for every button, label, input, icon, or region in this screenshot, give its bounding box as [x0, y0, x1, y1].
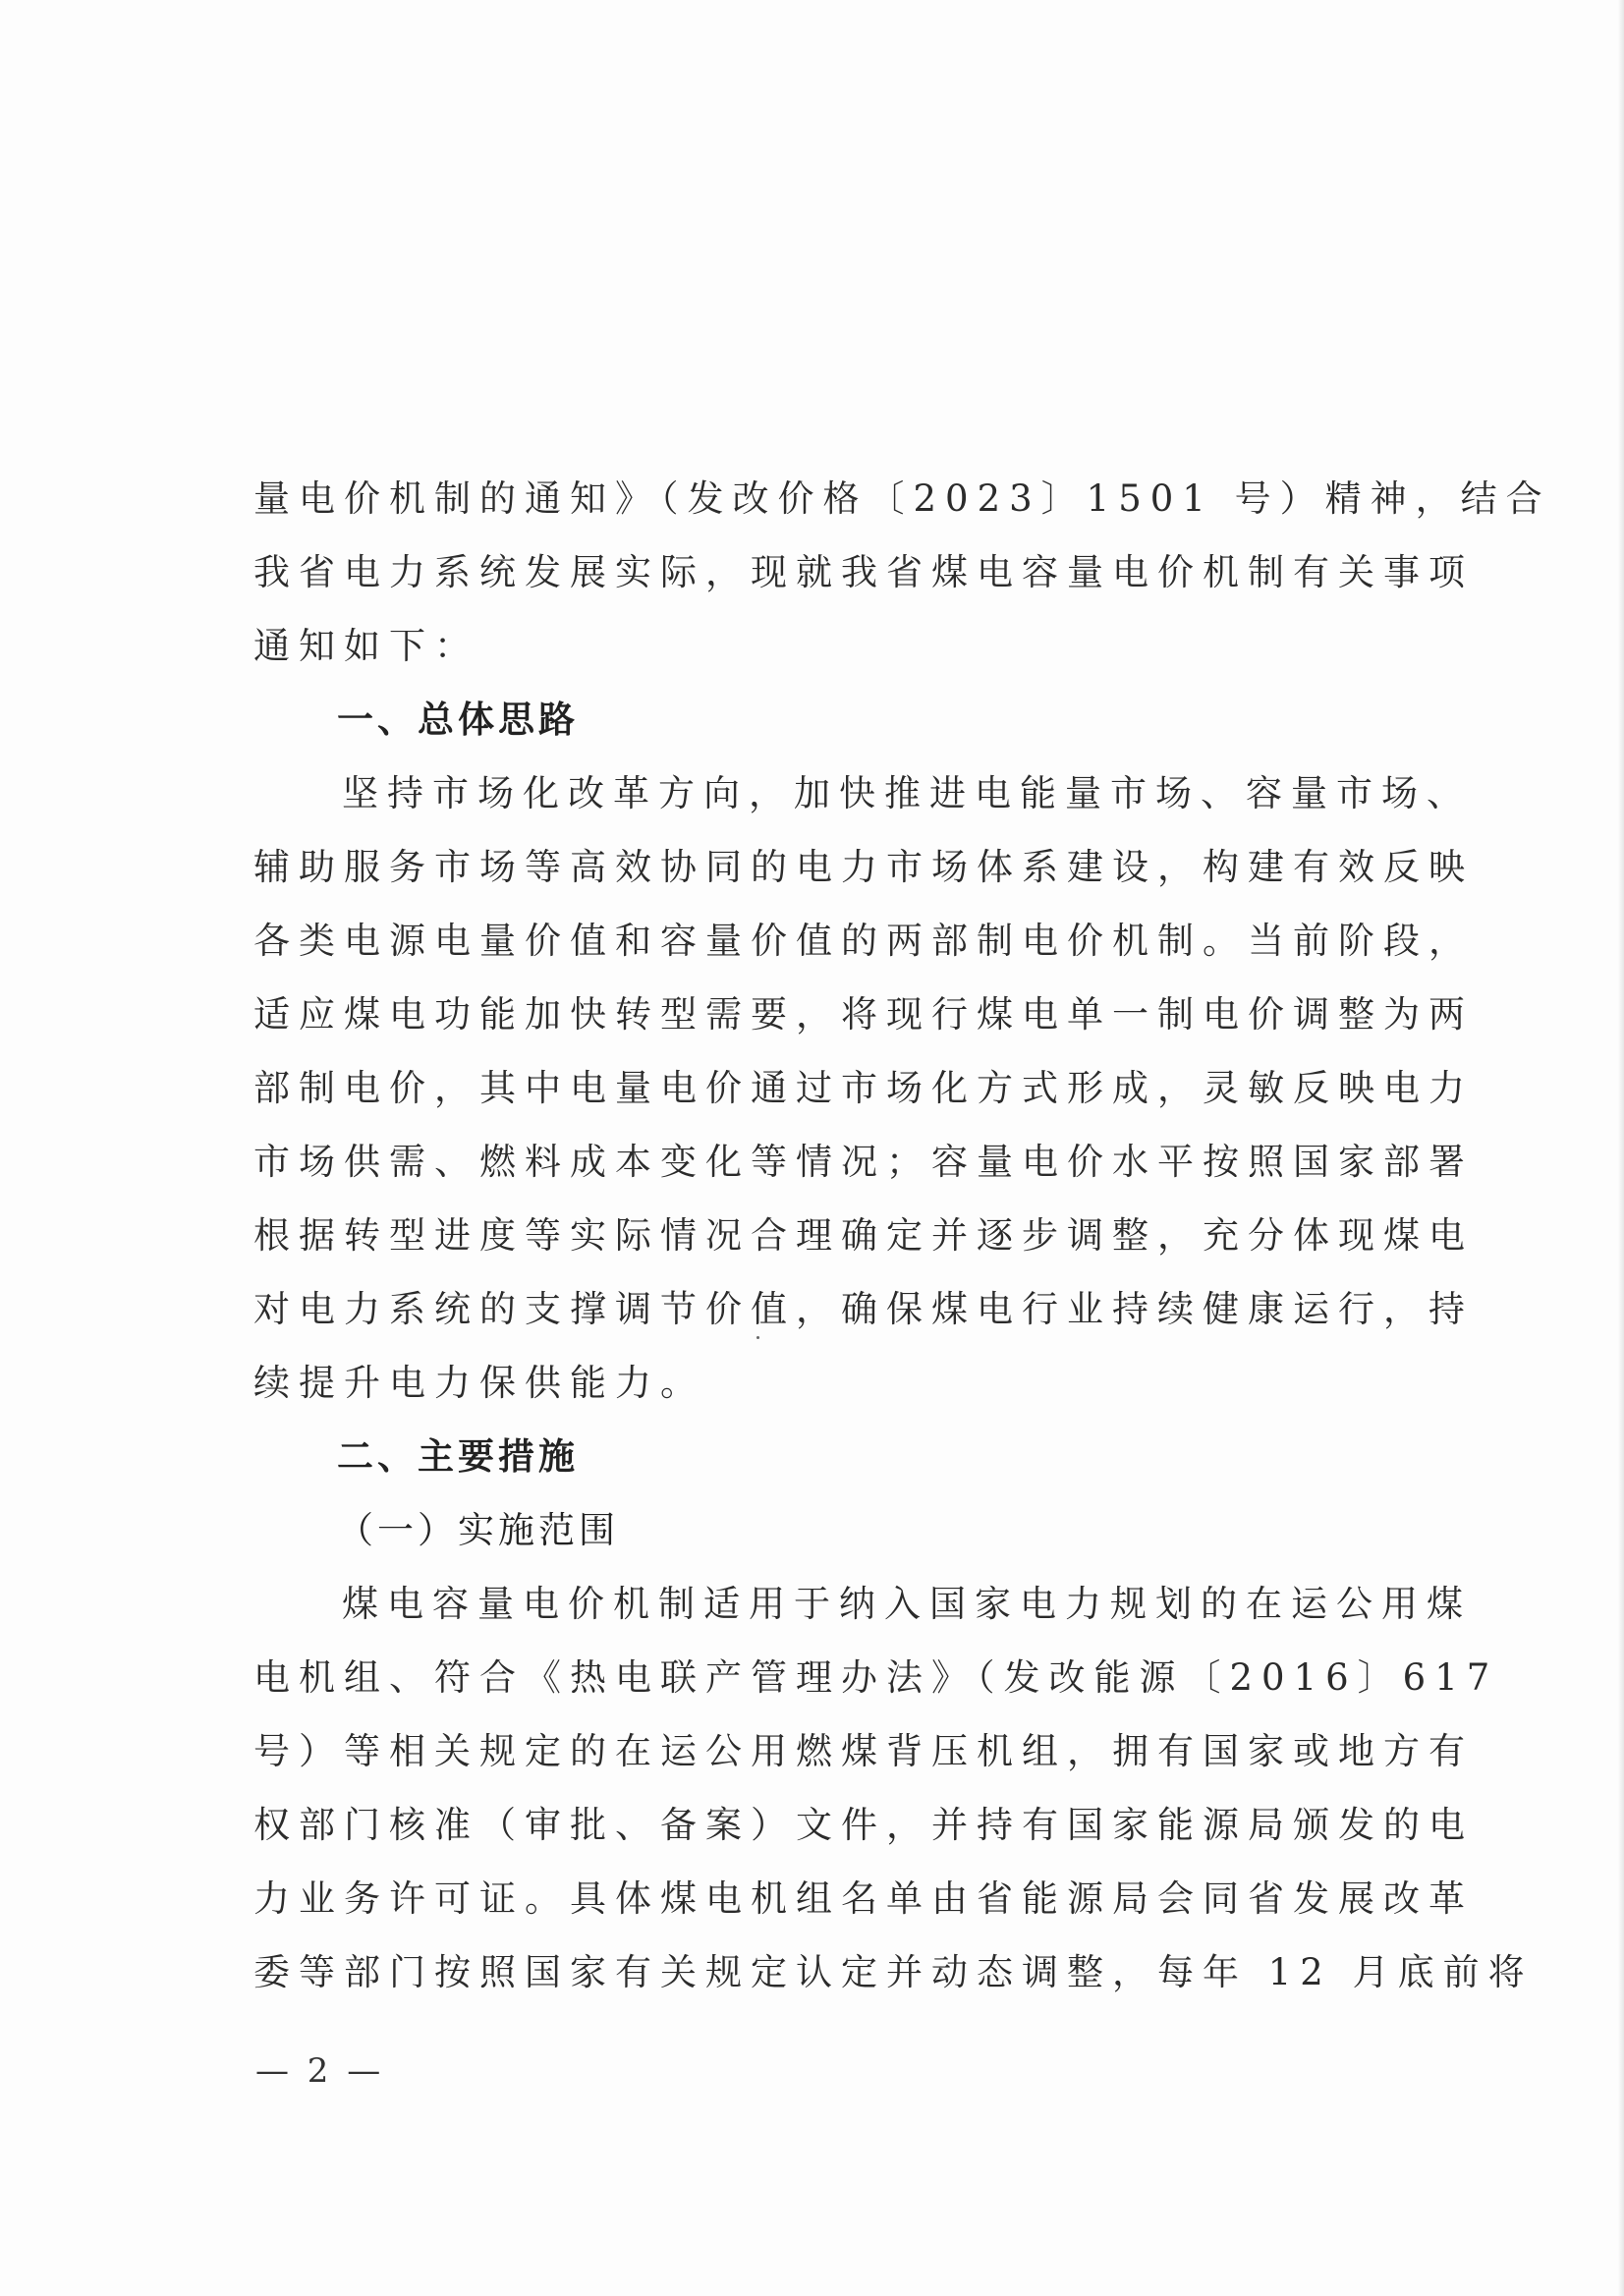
subsection-1-line-6: 委等部门按照国家有关规定认定并动态调整，每年 12 月底前将 — [253, 1951, 1534, 1993]
section-1-line-7: 根据转型进度等实际情况合理确定并逐步调整，充分体现煤电 — [253, 1214, 1474, 1257]
intro-line-2: 我省电力系统发展实际，现就我省煤电容量电价机制有关事项 — [253, 551, 1474, 593]
document-body — [253, 462, 1551, 2009]
section-1-line-5: 部制电价，其中电量电价通过市场化方式形成，灵敏反映电力 — [253, 1067, 1474, 1109]
subsection-1-line-5: 力业务许可证。具体煤电机组名单由省能源局会同省发展改革 — [253, 1877, 1474, 1920]
scan-edge-shadow — [1618, 0, 1624, 2296]
subsection-1-line-3: 号）等相关规定的在运公用燃煤背压机组，拥有国家或地方有 — [253, 1730, 1474, 1772]
page-number: — 2 — — [255, 2051, 385, 2091]
intro-line-3: 通知如下： — [253, 625, 479, 667]
subsection-1-line-4: 权部门核准（审批、备案）文件，并持有国家能源局颁发的电 — [253, 1804, 1474, 1846]
subsection-1-line-1: 煤电容量电价机制适用于纳入国家电力规划的在运公用煤 — [342, 1583, 1472, 1625]
section-1-line-8: 对电力系统的支撑调节价值，确保煤电行业持续健康运行，持 — [253, 1288, 1474, 1330]
subsection-1-title: （一）实施范围 — [337, 1509, 619, 1551]
subsection-1-line-2: 电机组、符合《热电联产管理办法》（发改能源〔2016〕617 — [253, 1656, 1499, 1699]
section-1-line-3: 各类电源电量价值和容量价值的两部制电价机制。当前阶段， — [253, 920, 1474, 962]
section-1-title: 一、总体思路 — [337, 699, 579, 741]
section-1-line-9: 续提升电力保供能力。 — [253, 1362, 705, 1404]
section-1-line-2: 辅助服务市场等高效协同的电力市场体系建设，构建有效反映 — [253, 846, 1474, 888]
section-1-line-6: 市场供需、燃料成本变化等情况；容量电价水平按照国家部署 — [253, 1141, 1474, 1183]
section-2-title: 二、主要措施 — [337, 1435, 579, 1478]
scan-speck — [756, 1336, 759, 1339]
section-1-line-4: 适应煤电功能加快转型需要，将现行煤电单一制电价调整为两 — [253, 993, 1474, 1036]
section-1-line-1: 坚持市场化改革方向，加快推进电能量市场、容量市场、 — [342, 772, 1472, 814]
intro-line-1: 量电价机制的通知》（发改价格〔2023〕1501 号）精神，结合 — [253, 477, 1551, 520]
